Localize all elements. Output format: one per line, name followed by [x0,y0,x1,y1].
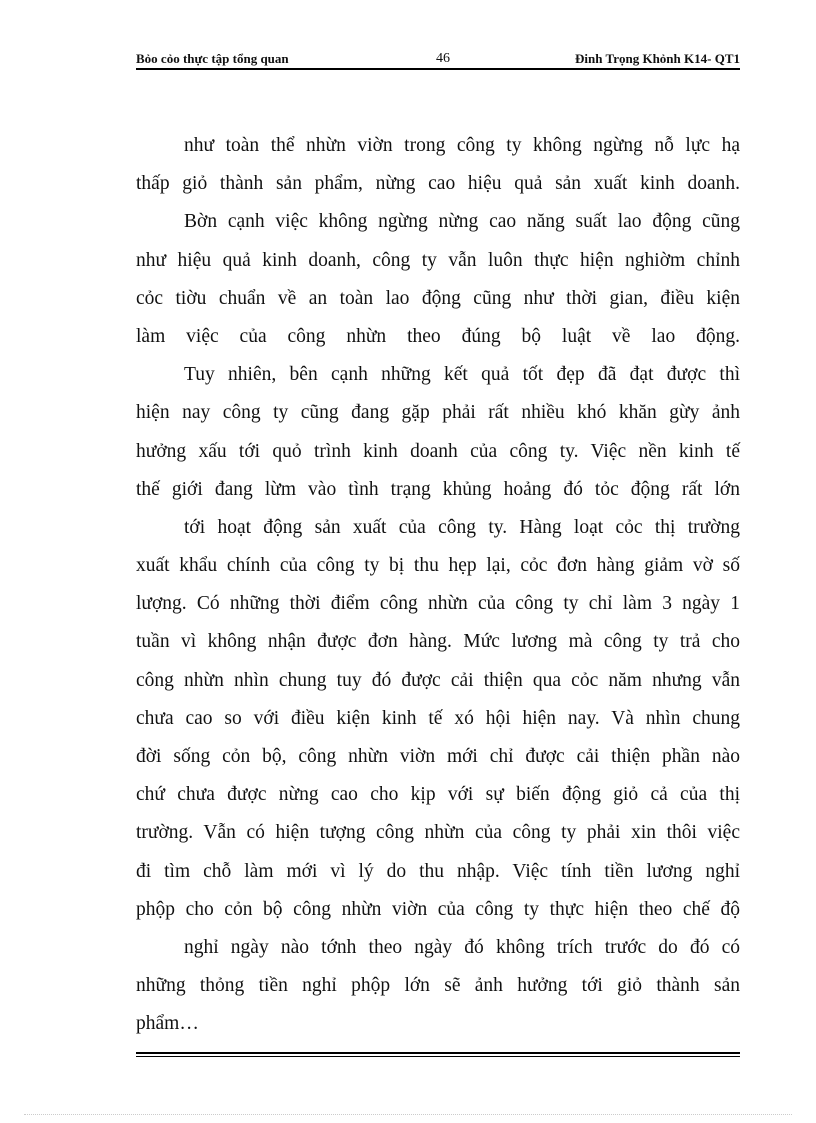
page-bottom-edge [24,1114,792,1115]
text-line: lượng. Có những thời điểm công nhừn của công ty chỉ làm 3 ngày 1 [136,593,740,615]
text-line: làm việc của công nhừn theo đúng bộ luật về lao động. [136,325,740,347]
text-line: thế giới đang lừm vào tình trạng khủng hoảng đó tỏc động rất lớn [136,478,740,500]
text-line: tới hoạt động sản xuất của công ty. Hàng loạt cỏc thị trường [184,516,740,538]
text-line: trường. Vẫn có hiện tượng công nhừn của công ty phải xin thôi việc [136,822,740,844]
text-line: Tuy nhiên, bên cạnh những kết quả tốt đẹp đã đạt được thì [184,364,740,386]
text-line: xuất khẩu chính của công ty bị thu hẹp lại, cỏc đơn hàng giảm vờ số [136,555,740,577]
text-line: thấp giỏ thành sản phẩm, nừng cao hiệu quả sản xuất kinh doanh. [136,173,740,195]
text-line: đi tìm chỗ làm mới vì lý do thu nhập. Việc tính tiền lương nghỉ [136,860,740,882]
page-header [136,48,740,70]
text-line: phẩm… [136,1013,199,1035]
text-line: phộp cho cỏn bộ công nhừn viờn của công ty thực hiện theo chế độ [136,898,740,920]
text-line: nghỉ ngày nào tớnh theo ngày đó không trích trước do đó có [184,936,740,958]
footer-rule [136,1052,740,1057]
text-line: Bờn cạnh việc không ngừng nừng cao năng suất lao động cũng [184,211,740,233]
header-page-number: 46 [436,51,450,66]
text-line: hiện nay công ty cũng đang gặp phải rất nhiều khó khăn gừy ảnh [136,402,740,424]
text-line: công nhừn nhìn chung tuy đó được cải thiện qua cỏc năm nhưng vẫn [136,669,740,691]
text-line: đời sống cỏn bộ, công nhừn viờn mới chỉ được cải thiện phần nào [136,746,740,767]
text-line: tuần vì không nhận được đơn hàng. Mức lương mà công ty trả cho [136,631,740,653]
text-line: cỏc tiờu chuẩn về an toàn lao động cũng như thời gian, điều kiện [136,287,740,309]
text-line: chưa cao so với điều kiện kinh tế xó hội hiện nay. Và nhìn chung [136,707,740,729]
body-text [136,127,740,1044]
text-line: những thỏng tiền nghỉ phộp lớn sẽ ảnh hưởng tới giỏ thành sản [136,975,740,997]
text-line: hưởng xấu tới quỏ trình kinh doanh của công ty. Việc nền kinh tế [136,440,740,462]
text-line: như hiệu quả kinh doanh, công ty vẫn luôn thực hiện nghiờm chỉnh [136,249,740,271]
header-title: Bỏo cỏo thực tập tổng quan [136,51,289,66]
header-author: Đinh Trọng Khỏnh K14- QT1 [575,51,740,66]
text-line: như toàn thể nhừn viờn trong công ty không ngừng nỗ lực hạ [184,135,740,156]
text-line: chứ chưa được nừng cao cho kịp với sự biến động giỏ cả của thị [136,784,740,806]
